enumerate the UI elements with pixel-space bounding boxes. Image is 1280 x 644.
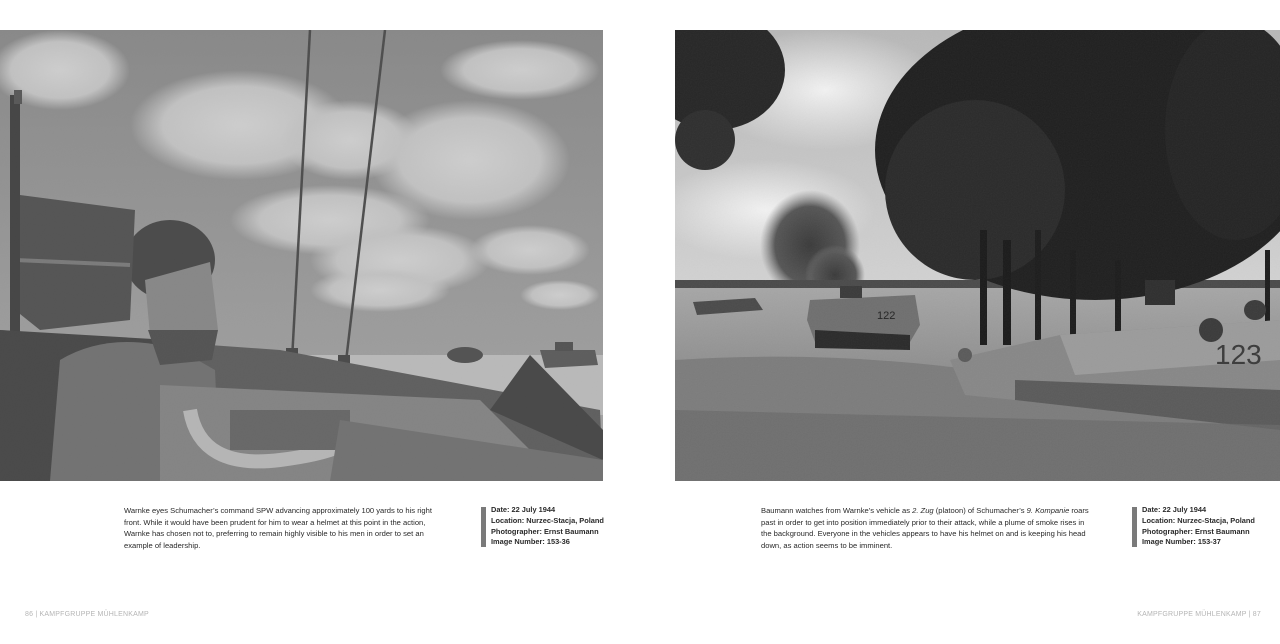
photo-halftracks-advancing bbox=[675, 30, 1280, 481]
photo-caption bbox=[761, 505, 1096, 551]
caption-text: roars past in order to get into position immediately prior to their attack, while a plume of smoke rises in the background. Everyone in the vehicles appears to have his helmet on and is keeping his head down, as action seems to be imminent. bbox=[761, 506, 1089, 550]
metadata-image-number: Image Number: 153-36 bbox=[491, 537, 570, 547]
caption-italic-company: 9. Kompanie bbox=[1026, 506, 1070, 515]
metadata-location: Location: Nurzec-Stacja, Poland bbox=[491, 515, 604, 525]
photo-caption: Warnke eyes Schumacher’s command SPW advancing approximately 100 yards to his right front. While it would have been prudent for him to wear a helmet at this point in the action, Warnke has chosen not to, preferring to remain highly visible to his men in order to set an example of leadership. bbox=[124, 506, 432, 550]
vehicle-number-123: 123 bbox=[1215, 339, 1262, 370]
folio-right: KAMPFGRUPPE MÜHLENKAMP | 87 bbox=[1137, 611, 1261, 618]
photo-metadata bbox=[481, 505, 611, 548]
metadata-image-number: Image Number: 153-37 bbox=[1142, 537, 1221, 547]
metadata-date: Date: 22 July 1944 bbox=[1142, 505, 1207, 514]
caption-text: (platoon) of Schumacher’s bbox=[933, 506, 1027, 515]
right-page bbox=[640, 0, 1280, 644]
photo-image bbox=[675, 30, 1280, 481]
folio-left: 86 | KAMPFGRUPPE MÜHLENKAMP bbox=[25, 611, 149, 618]
metadata-photographer: Photographer: Ernst Baumann bbox=[491, 526, 599, 536]
metadata-photographer: Photographer: Ernst Baumann bbox=[1142, 526, 1250, 536]
metadata-bar bbox=[481, 507, 486, 547]
photo-metadata bbox=[1132, 505, 1262, 548]
vehicle-number-122: 122 bbox=[877, 310, 896, 322]
caption-text: Baumann watches from Warnke’s vehicle as bbox=[761, 506, 913, 515]
metadata-location: Location: Nurzec-Stacja, Poland bbox=[1142, 515, 1255, 525]
metadata-date: Date: 22 July 1944 bbox=[491, 505, 556, 514]
metadata-bar bbox=[1132, 507, 1137, 547]
photo-warnke-in-halftrack bbox=[0, 30, 603, 481]
photo-image bbox=[0, 30, 603, 481]
caption-italic-unit: 2. Zug bbox=[912, 506, 934, 515]
